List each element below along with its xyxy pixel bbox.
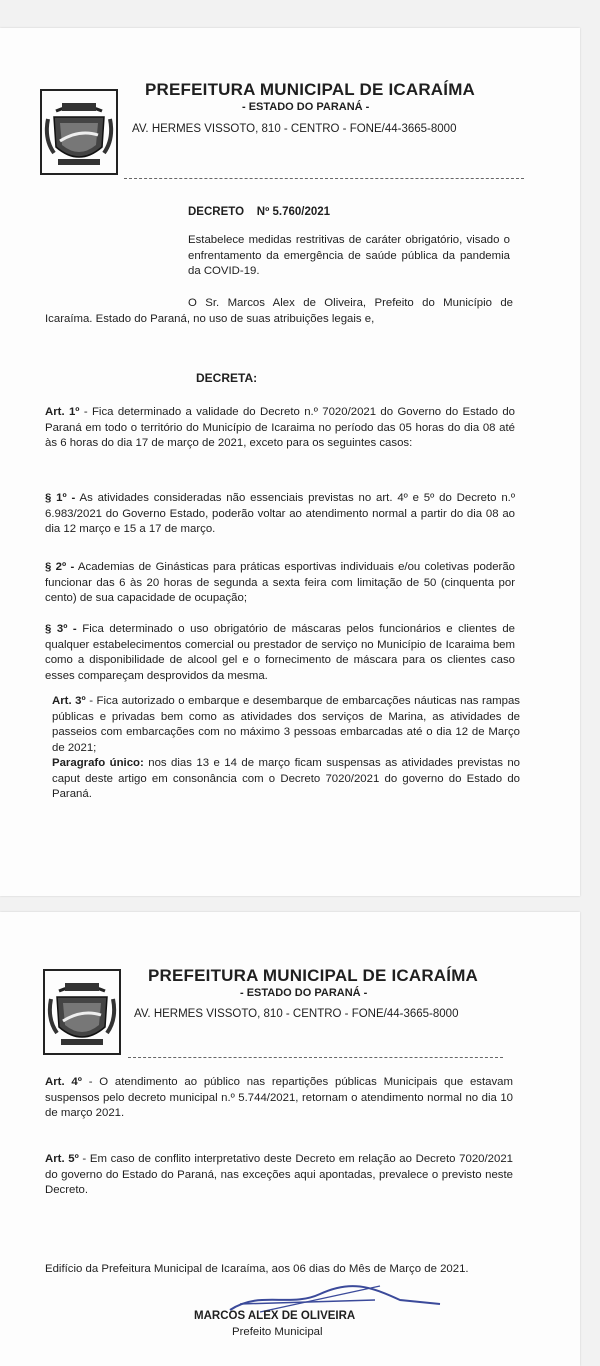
article-4-text: - O atendimento ao público nas repartições públicas Municipais que estavam suspensos pelo decreto municipal n.º 5.744/2021, retornam o atendimento normal no dia 10 de março 2021. <box>45 1076 514 1119</box>
paragraph-3-text: Fica determinado o uso obrigatório de máscaras pelos funcionários e clientes de qualquer estabelecimentos comercial ou prestador de serviço no Município de Icaraima bem como a disponibilidade de alcool gel e o fornecimento de máscara para os clientes caso esses compareçam desprovidos da mesma. <box>45 623 515 682</box>
decree-preamble: O Sr. Marcos Alex de Oliveira, Prefeito do Município de Icaraíma. Estado do Paraná, no uso de suas atribuições legais e, <box>45 297 513 325</box>
paragraph-2-text: Academias de Ginásticas para práticas esportivas individuais e/ou coletivas poderão funcionar das 6 às 20 horas de segunda a sexta feira com limitação de 50 (cinquenta por cento) de sua capacidade de ocupação; <box>45 561 515 604</box>
decree-number: DECRETO Nº 5.760/2021 <box>188 206 331 218</box>
paragraph-2-label: § 2º - <box>45 561 75 573</box>
sole-paragraph-text: nos dias 13 e 14 de março ficam suspensas as atividades previstas no caput deste artigo em consonância com o Decreto 7020/2021 do governo do Estado do Paraná. <box>52 757 520 800</box>
decree-page-1 <box>0 28 580 896</box>
article-3 <box>52 694 520 756</box>
article-1-text: - Fica determinado a validade do Decreto n.º 7020/2021 do Governo do Estado do Paraná em todo o território do Município de Icaraima no período das 05 horas do dia 08 até às 6 horas do dia 17 de março de 2021, exceto para os seguintes casos: <box>45 406 515 449</box>
header-title: PREFEITURA MUNICIPAL DE ICARAÍMA <box>145 80 476 99</box>
article-4-label: Art. 4º <box>45 1076 82 1088</box>
municipal-coat-of-arms-icon <box>40 89 118 175</box>
article-3-text: - Fica autorizado o embarque e desembarque de embarcações náuticas nas rampas públicas e privadas bem como as atividades dos serviços de Marina, as atividades de passeios com embarcações com no máximo 3 pessoas embarcadas até o dia 12 de Março de 2021; <box>52 695 521 754</box>
place-and-date: Edifício da Prefeitura Municipal de Icaraíma, aos 06 dias do Mês de Março de 2021. <box>45 1263 469 1275</box>
header-divider <box>128 1057 503 1058</box>
header-address: AV. HERMES VISSOTO, 810 - CENTRO - FONE/44-3665-8000 <box>134 1008 459 1020</box>
header-state: - ESTADO DO PARANÁ - <box>242 101 370 113</box>
paragraph-3-label: § 3º - <box>45 623 77 635</box>
header-divider <box>124 178 524 179</box>
paragraph-1-label: § 1º - <box>45 492 76 504</box>
paragraph-3 <box>45 622 515 684</box>
article-5 <box>45 1152 513 1199</box>
article-1-label: Art. 1º <box>45 406 80 418</box>
sole-paragraph-label: Paragrafo único: <box>52 757 144 769</box>
header-address: AV. HERMES VISSOTO, 810 - CENTRO - FONE/44-3665-8000 <box>132 123 457 135</box>
municipal-coat-of-arms-icon <box>43 968 121 1056</box>
signer-name: MARCOS ALEX DE OLIVEIRA <box>194 1310 356 1322</box>
sole-paragraph <box>52 756 520 803</box>
article-4 <box>45 1075 513 1122</box>
article-1 <box>45 405 515 452</box>
article-3-label: Art. 3º <box>52 695 86 707</box>
decree-page-2 <box>0 912 580 1366</box>
signer-title: Prefeito Municipal <box>232 1326 323 1338</box>
header-title: PREFEITURA MUNICIPAL DE ICARAÍMA <box>148 966 479 985</box>
paragraph-2 <box>45 560 515 607</box>
decreta-heading: DECRETA: <box>196 371 258 385</box>
header-state: - ESTADO DO PARANÁ - <box>240 987 368 999</box>
article-5-label: Art. 5º <box>45 1153 79 1165</box>
paragraph-1-text: As atividades consideradas não essenciais previstas no art. 4º e 5º do Decreto n.º 6.983/2021 do Governo Estado, poderão voltar ao atendimento normal a partir do dia 08 ao dia 12 março e 15 a 17 de março. <box>45 492 515 535</box>
paragraph-1 <box>45 491 515 538</box>
article-5-text: - Em caso de conflito interpretativo deste Decreto em relação ao Decreto 7020/2021 do governo do Estado do Paraná, nas exceções aqui apontadas, prevalece o previsto neste Decreto. <box>45 1153 513 1196</box>
decree-summary: Estabelece medidas restritivas de caráter obrigatório, visado o enfrentamento da emergência de saúde pública da pandemia da COVID-19. <box>188 234 510 277</box>
